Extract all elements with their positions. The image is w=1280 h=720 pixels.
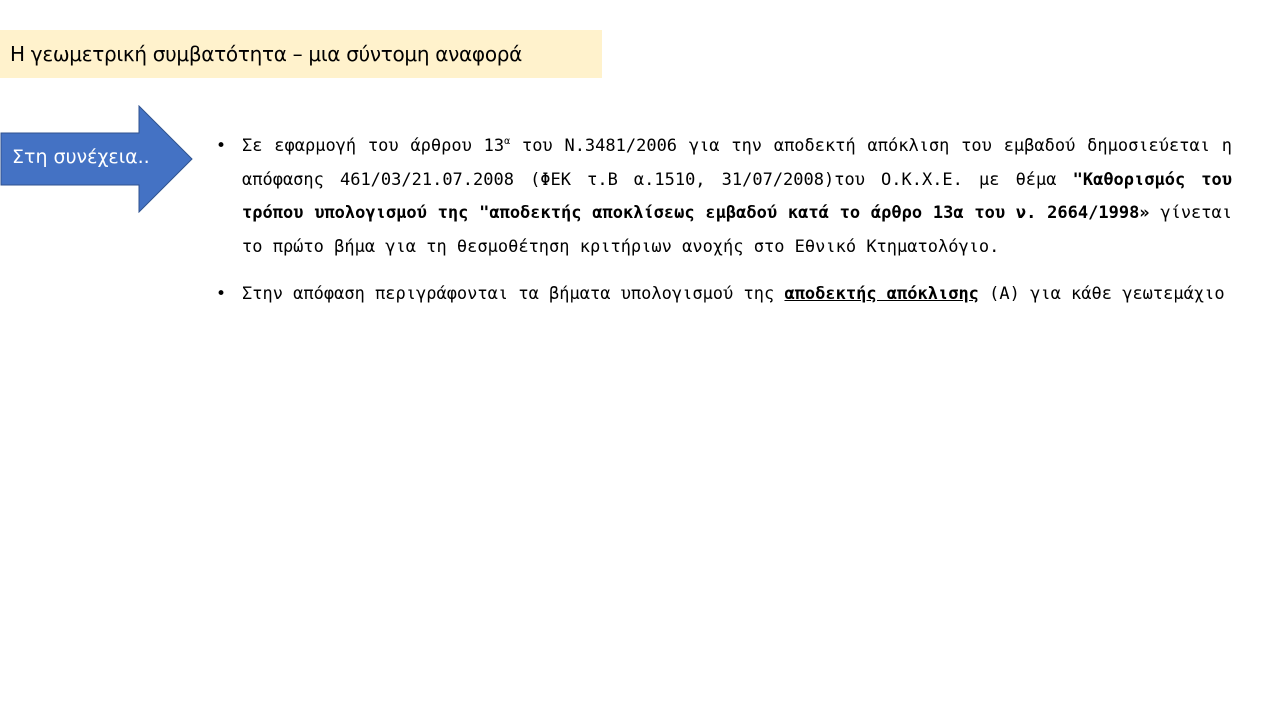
bullet-text: Στην απόφαση περιγράφονται τα βήματα υπολογισμού της <box>242 284 785 305</box>
bullet-text: Σε εφαρμογή του άρθρου 13 <box>242 136 505 156</box>
superscript: α <box>504 136 511 147</box>
bullet-dot: • <box>216 284 227 305</box>
bullet-text: (Α) για κάθε γεωτεμάχιο <box>978 284 1225 305</box>
bullet-text: γίνεται το πρώτο βήμα για τη θεσμοθέτηση κριτήριων ανοχής στο Εθνικό Κτηματολόγιο. <box>242 203 1232 257</box>
title-bar <box>0 30 602 78</box>
bold-text: "Καθορισμός του τρόπου υπολογισμού της "αποδεκτής αποκλίσεως εμβαδού κατά το άρθρο 13α του ν. 2664/1998» <box>242 169 1232 224</box>
list-item <box>216 278 1232 312</box>
bullet-text: του Ν.3481/2006 για την αποδεκτή απόκλιση του εμβαδού δημοσιεύεται η απόφασης 461/03/21.07.2008 (ΦΕΚ τ.Β α.1510, 31/07/2008)του Ο.Κ.Χ.Ε. με θέμα <box>242 136 1232 190</box>
bullet-dot: • <box>216 136 227 156</box>
next-arrow[interactable] <box>0 105 194 213</box>
list-item <box>216 130 1232 264</box>
slide-title: Η γεωμετρική συμβατότητα – μια σύντομη αναφορά <box>10 42 523 66</box>
bold-underlined-text: αποδεκτής απόκλισης <box>784 284 979 305</box>
bullet-list <box>216 130 1232 326</box>
arrow-label: Στη συνέχεια.. <box>12 146 150 168</box>
